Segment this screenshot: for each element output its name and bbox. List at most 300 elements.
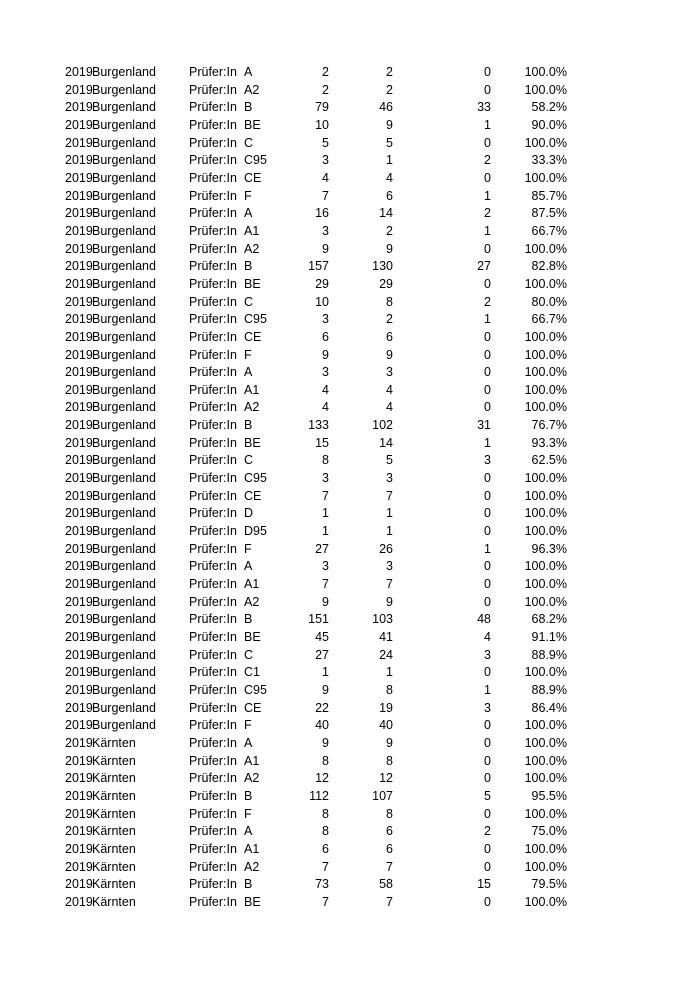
pass-rate-cell: 68.2% (531, 612, 567, 627)
year-cell: 2019 (65, 771, 93, 786)
failed-count-cell: 2 (484, 294, 491, 309)
total-count-cell: 5 (322, 135, 329, 150)
license-class-cell: A (244, 559, 253, 574)
passed-count-cell: 107 (372, 788, 393, 803)
pass-rate-cell: 66.7% (531, 223, 567, 238)
pass-rate-cell: 100.0% (524, 82, 567, 97)
year-cell: 2019 (65, 506, 93, 521)
region-cell: Burgenland (92, 577, 156, 592)
role-cell: Prüfer:In (189, 241, 237, 256)
role-cell: Prüfer:In (189, 682, 237, 697)
license-class-cell: B (244, 788, 253, 803)
failed-count-cell: 33 (477, 100, 491, 115)
failed-count-cell: 0 (484, 347, 491, 362)
region-cell: Burgenland (92, 435, 156, 450)
region-cell: Burgenland (92, 541, 156, 556)
role-cell: Prüfer:In (189, 806, 237, 821)
passed-count-cell: 2 (386, 82, 393, 97)
region-cell: Burgenland (92, 400, 156, 415)
role-cell: Prüfer:In (189, 382, 237, 397)
role-cell: Prüfer:In (189, 117, 237, 132)
license-class-cell: A (244, 206, 253, 221)
failed-count-cell: 0 (484, 894, 491, 909)
year-cell: 2019 (65, 100, 93, 115)
year-cell: 2019 (65, 188, 93, 203)
pass-rate-cell: 79.5% (531, 877, 567, 892)
table-row (0, 452, 700, 470)
role-cell: Prüfer:In (189, 488, 237, 503)
failed-count-cell: 1 (484, 188, 491, 203)
role-cell: Prüfer:In (189, 312, 237, 327)
table-row (0, 223, 700, 241)
total-count-cell: 6 (322, 329, 329, 344)
failed-count-cell: 1 (484, 117, 491, 132)
total-count-cell: 3 (322, 365, 329, 380)
pass-rate-cell: 76.7% (531, 418, 567, 433)
table-row (0, 523, 700, 541)
license-class-cell: F (244, 188, 252, 203)
region-cell: Burgenland (92, 665, 156, 680)
region-cell: Burgenland (92, 82, 156, 97)
license-class-cell: F (244, 806, 252, 821)
failed-count-cell: 0 (484, 559, 491, 574)
passed-count-cell: 12 (379, 771, 393, 786)
role-cell: Prüfer:In (189, 753, 237, 768)
pass-rate-cell: 100.0% (524, 329, 567, 344)
year-cell: 2019 (65, 824, 93, 839)
table-row (0, 311, 700, 329)
total-count-cell: 4 (322, 170, 329, 185)
passed-count-cell: 1 (386, 665, 393, 680)
region-cell: Burgenland (92, 506, 156, 521)
table-row (0, 647, 700, 665)
table-row (0, 664, 700, 682)
table-row (0, 188, 700, 206)
table-row (0, 470, 700, 488)
region-cell: Burgenland (92, 259, 156, 274)
total-count-cell: 1 (322, 506, 329, 521)
region-cell: Burgenland (92, 682, 156, 697)
failed-count-cell: 48 (477, 612, 491, 627)
region-cell: Burgenland (92, 559, 156, 574)
pass-rate-cell: 100.0% (524, 894, 567, 909)
passed-count-cell: 4 (386, 400, 393, 415)
role-cell: Prüfer:In (189, 259, 237, 274)
passed-count-cell: 9 (386, 117, 393, 132)
failed-count-cell: 3 (484, 647, 491, 662)
failed-count-cell: 1 (484, 435, 491, 450)
year-cell: 2019 (65, 259, 93, 274)
failed-count-cell: 2 (484, 153, 491, 168)
pass-rate-cell: 87.5% (531, 206, 567, 221)
total-count-cell: 3 (322, 312, 329, 327)
pass-rate-cell: 88.9% (531, 682, 567, 697)
role-cell: Prüfer:In (189, 577, 237, 592)
total-count-cell: 4 (322, 400, 329, 415)
region-cell: Burgenland (92, 170, 156, 185)
year-cell: 2019 (65, 276, 93, 291)
table-row (0, 876, 700, 894)
license-class-cell: C (244, 135, 254, 150)
region-cell: Burgenland (92, 647, 156, 662)
failed-count-cell: 3 (484, 453, 491, 468)
total-count-cell: 7 (322, 577, 329, 592)
passed-count-cell: 14 (379, 435, 393, 450)
role-cell: Prüfer:In (189, 524, 237, 539)
region-cell: Burgenland (92, 153, 156, 168)
table-row (0, 894, 700, 912)
region-cell: Burgenland (92, 223, 156, 238)
license-class-cell: A2 (244, 400, 260, 415)
license-class-cell: F (244, 718, 252, 733)
failed-count-cell: 2 (484, 824, 491, 839)
passed-count-cell: 46 (379, 100, 393, 115)
passed-count-cell: 5 (386, 453, 393, 468)
region-cell: Burgenland (92, 630, 156, 644)
region-cell: Burgenland (92, 524, 156, 539)
year-cell: 2019 (65, 577, 93, 592)
failed-count-cell: 0 (484, 329, 491, 344)
total-count-cell: 29 (315, 276, 329, 291)
license-class-cell: A2 (244, 241, 260, 256)
passed-count-cell: 29 (379, 276, 393, 291)
passed-count-cell: 58 (379, 877, 393, 892)
passed-count-cell: 5 (386, 135, 393, 150)
failed-count-cell: 2 (484, 206, 491, 221)
role-cell: Prüfer:In (189, 471, 237, 486)
year-cell: 2019 (65, 453, 93, 468)
total-count-cell: 16 (315, 206, 329, 221)
table-row (0, 841, 700, 859)
year-cell: 2019 (65, 877, 93, 892)
region-cell: Burgenland (92, 135, 156, 150)
region-cell: Burgenland (92, 276, 156, 291)
region-cell: Kärnten (92, 806, 136, 821)
table-row (0, 152, 700, 170)
year-cell: 2019 (65, 559, 93, 574)
license-class-cell: A1 (244, 382, 260, 397)
total-count-cell: 9 (322, 594, 329, 609)
total-count-cell: 7 (322, 488, 329, 503)
failed-count-cell: 0 (484, 135, 491, 150)
license-class-cell: A2 (244, 82, 260, 97)
total-count-cell: 15 (315, 435, 329, 450)
role-cell: Prüfer:In (189, 894, 237, 909)
region-cell: Kärnten (92, 824, 136, 839)
pass-rate-cell: 100.0% (524, 718, 567, 733)
license-class-cell: B (244, 100, 253, 115)
year-cell: 2019 (65, 365, 93, 380)
license-class-cell: CE (244, 329, 262, 344)
role-cell: Prüfer:In (189, 630, 237, 644)
region-cell: Burgenland (92, 347, 156, 362)
license-class-cell: D95 (244, 524, 267, 539)
year-cell: 2019 (65, 471, 93, 486)
license-class-cell: BE (244, 435, 261, 450)
table-row (0, 541, 700, 559)
table-row (0, 558, 700, 576)
year-cell: 2019 (65, 700, 93, 715)
region-cell: Burgenland (92, 100, 156, 115)
year-cell: 2019 (65, 630, 93, 644)
role-cell: Prüfer:In (189, 223, 237, 238)
failed-count-cell: 1 (484, 541, 491, 556)
license-class-cell: A2 (244, 771, 260, 786)
passed-count-cell: 4 (386, 382, 393, 397)
table-row (0, 629, 700, 647)
passed-count-cell: 1 (386, 524, 393, 539)
pass-rate-cell: 58.2% (531, 100, 567, 115)
total-count-cell: 6 (322, 841, 329, 856)
table-row (0, 382, 700, 400)
license-class-cell: A1 (244, 577, 260, 592)
total-count-cell: 4 (322, 382, 329, 397)
table-row (0, 682, 700, 700)
year-cell: 2019 (65, 594, 93, 609)
year-cell: 2019 (65, 117, 93, 132)
region-cell: Kärnten (92, 841, 136, 856)
passed-count-cell: 9 (386, 735, 393, 750)
role-cell: Prüfer:In (189, 329, 237, 344)
passed-count-cell: 8 (386, 806, 393, 821)
region-cell: Burgenland (92, 612, 156, 627)
passed-count-cell: 7 (386, 859, 393, 874)
passed-count-cell: 7 (386, 488, 393, 503)
total-count-cell: 10 (315, 294, 329, 309)
total-count-cell: 79 (315, 100, 329, 115)
passed-count-cell: 19 (379, 700, 393, 715)
total-count-cell: 112 (309, 788, 329, 803)
total-count-cell: 133 (308, 418, 329, 433)
total-count-cell: 3 (322, 559, 329, 574)
region-cell: Burgenland (92, 117, 156, 132)
year-cell: 2019 (65, 329, 93, 344)
region-cell: Burgenland (92, 418, 156, 433)
passed-count-cell: 14 (379, 206, 393, 221)
year-cell: 2019 (65, 382, 93, 397)
year-cell: 2019 (65, 806, 93, 821)
region-cell: Burgenland (92, 294, 156, 309)
year-cell: 2019 (65, 153, 93, 168)
year-cell: 2019 (65, 647, 93, 662)
pass-rate-cell: 100.0% (524, 859, 567, 874)
table-row (0, 99, 700, 117)
failed-count-cell: 1 (484, 223, 491, 238)
failed-count-cell: 0 (484, 753, 491, 768)
pass-rate-cell: 100.0% (524, 400, 567, 415)
role-cell: Prüfer:In (189, 400, 237, 415)
passed-count-cell: 8 (386, 682, 393, 697)
pass-rate-cell: 75.0% (531, 824, 567, 839)
table-row (0, 700, 700, 718)
passed-count-cell: 26 (379, 541, 393, 556)
table-row (0, 859, 700, 877)
role-cell: Prüfer:In (189, 859, 237, 874)
year-cell: 2019 (65, 347, 93, 362)
failed-count-cell: 0 (484, 471, 491, 486)
role-cell: Prüfer:In (189, 65, 237, 79)
license-class-cell: C (244, 453, 254, 468)
table-row (0, 717, 700, 735)
failed-count-cell: 0 (484, 718, 491, 733)
table-row (0, 135, 700, 153)
pass-rate-cell: 90.0% (531, 117, 567, 132)
year-cell: 2019 (65, 524, 93, 539)
failed-count-cell: 27 (477, 259, 491, 274)
passed-count-cell: 103 (372, 612, 393, 627)
failed-count-cell: 3 (484, 700, 491, 715)
pass-rate-cell: 100.0% (524, 170, 567, 185)
pass-rate-cell: 85.7% (531, 188, 567, 203)
total-count-cell: 1 (322, 524, 329, 539)
table-row (0, 170, 700, 188)
passed-count-cell: 2 (386, 223, 393, 238)
license-class-cell: CE (244, 488, 262, 503)
total-count-cell: 9 (322, 241, 329, 256)
license-class-cell: A (244, 365, 253, 380)
total-count-cell: 151 (308, 612, 329, 627)
role-cell: Prüfer:In (189, 206, 237, 221)
role-cell: Prüfer:In (189, 718, 237, 733)
license-class-cell: BE (244, 630, 261, 644)
pass-rate-cell: 82.8% (531, 259, 567, 274)
year-cell: 2019 (65, 735, 93, 750)
pass-rate-cell: 100.0% (524, 771, 567, 786)
table-row (0, 753, 700, 771)
license-class-cell: C (244, 294, 254, 309)
pass-rate-cell: 95.5% (531, 788, 567, 803)
license-class-cell: BE (244, 894, 261, 909)
total-count-cell: 2 (322, 82, 329, 97)
license-class-cell: BE (244, 276, 261, 291)
year-cell: 2019 (65, 241, 93, 256)
failed-count-cell: 4 (484, 630, 491, 644)
table-row (0, 205, 700, 223)
year-cell: 2019 (65, 312, 93, 327)
region-cell: Burgenland (92, 382, 156, 397)
table-row (0, 823, 700, 841)
year-cell: 2019 (65, 718, 93, 733)
table-row (0, 258, 700, 276)
license-class-cell: F (244, 347, 252, 362)
pass-rate-cell: 66.7% (531, 312, 567, 327)
table-row (0, 770, 700, 788)
license-class-cell: F (244, 541, 252, 556)
region-cell: Burgenland (92, 453, 156, 468)
role-cell: Prüfer:In (189, 135, 237, 150)
failed-count-cell: 15 (477, 877, 491, 892)
role-cell: Prüfer:In (189, 771, 237, 786)
region-cell: Kärnten (92, 859, 136, 874)
passed-count-cell: 130 (372, 259, 393, 274)
year-cell: 2019 (65, 65, 93, 79)
pass-rate-cell: 80.0% (531, 294, 567, 309)
role-cell: Prüfer:In (189, 665, 237, 680)
role-cell: Prüfer:In (189, 153, 237, 168)
pass-rate-cell: 100.0% (524, 65, 567, 79)
role-cell: Prüfer:In (189, 841, 237, 856)
license-class-cell: A1 (244, 223, 260, 238)
failed-count-cell: 0 (484, 400, 491, 415)
region-cell: Burgenland (92, 65, 156, 79)
license-class-cell: A2 (244, 594, 260, 609)
license-class-cell: CE (244, 700, 262, 715)
pass-rate-cell: 100.0% (524, 577, 567, 592)
role-cell: Prüfer:In (189, 347, 237, 362)
role-cell: Prüfer:In (189, 877, 237, 892)
license-class-cell: C95 (244, 153, 267, 168)
year-cell: 2019 (65, 170, 93, 185)
table-row (0, 788, 700, 806)
role-cell: Prüfer:In (189, 559, 237, 574)
license-class-cell: CE (244, 170, 262, 185)
year-cell: 2019 (65, 665, 93, 680)
failed-count-cell: 5 (484, 788, 491, 803)
passed-count-cell: 9 (386, 347, 393, 362)
passed-count-cell: 1 (386, 506, 393, 521)
pass-rate-cell: 62.5% (531, 453, 567, 468)
failed-count-cell: 0 (484, 488, 491, 503)
table-row (0, 329, 700, 347)
pass-rate-cell: 100.0% (524, 506, 567, 521)
passed-count-cell: 9 (386, 594, 393, 609)
pass-rate-cell: 100.0% (524, 841, 567, 856)
table-row (0, 735, 700, 753)
pass-rate-cell: 100.0% (524, 347, 567, 362)
passed-count-cell: 2 (386, 65, 393, 79)
total-count-cell: 45 (315, 630, 329, 644)
year-cell: 2019 (65, 82, 93, 97)
total-count-cell: 10 (315, 117, 329, 132)
license-class-cell: A1 (244, 753, 260, 768)
year-cell: 2019 (65, 788, 93, 803)
total-count-cell: 9 (322, 735, 329, 750)
year-cell: 2019 (65, 682, 93, 697)
passed-count-cell: 7 (386, 577, 393, 592)
region-cell: Burgenland (92, 188, 156, 203)
year-cell: 2019 (65, 135, 93, 150)
role-cell: Prüfer:In (189, 188, 237, 203)
pass-rate-cell: 100.0% (524, 594, 567, 609)
year-cell: 2019 (65, 435, 93, 450)
table-row (0, 399, 700, 417)
total-count-cell: 27 (315, 541, 329, 556)
passed-count-cell: 2 (386, 312, 393, 327)
role-cell: Prüfer:In (189, 700, 237, 715)
region-cell: Kärnten (92, 735, 136, 750)
role-cell: Prüfer:In (189, 735, 237, 750)
passed-count-cell: 8 (386, 753, 393, 768)
pass-rate-cell: 100.0% (524, 382, 567, 397)
role-cell: Prüfer:In (189, 82, 237, 97)
pass-rate-cell: 100.0% (524, 559, 567, 574)
failed-count-cell: 0 (484, 365, 491, 380)
failed-count-cell: 0 (484, 65, 491, 79)
year-cell: 2019 (65, 612, 93, 627)
region-cell: Burgenland (92, 718, 156, 733)
failed-count-cell: 0 (484, 577, 491, 592)
role-cell: Prüfer:In (189, 647, 237, 662)
failed-count-cell: 0 (484, 735, 491, 750)
total-count-cell: 9 (322, 682, 329, 697)
total-count-cell: 27 (315, 647, 329, 662)
region-cell: Burgenland (92, 488, 156, 503)
failed-count-cell: 0 (484, 170, 491, 185)
region-cell: Kärnten (92, 753, 136, 768)
region-cell: Burgenland (92, 206, 156, 221)
year-cell: 2019 (65, 859, 93, 874)
total-count-cell: 7 (322, 188, 329, 203)
